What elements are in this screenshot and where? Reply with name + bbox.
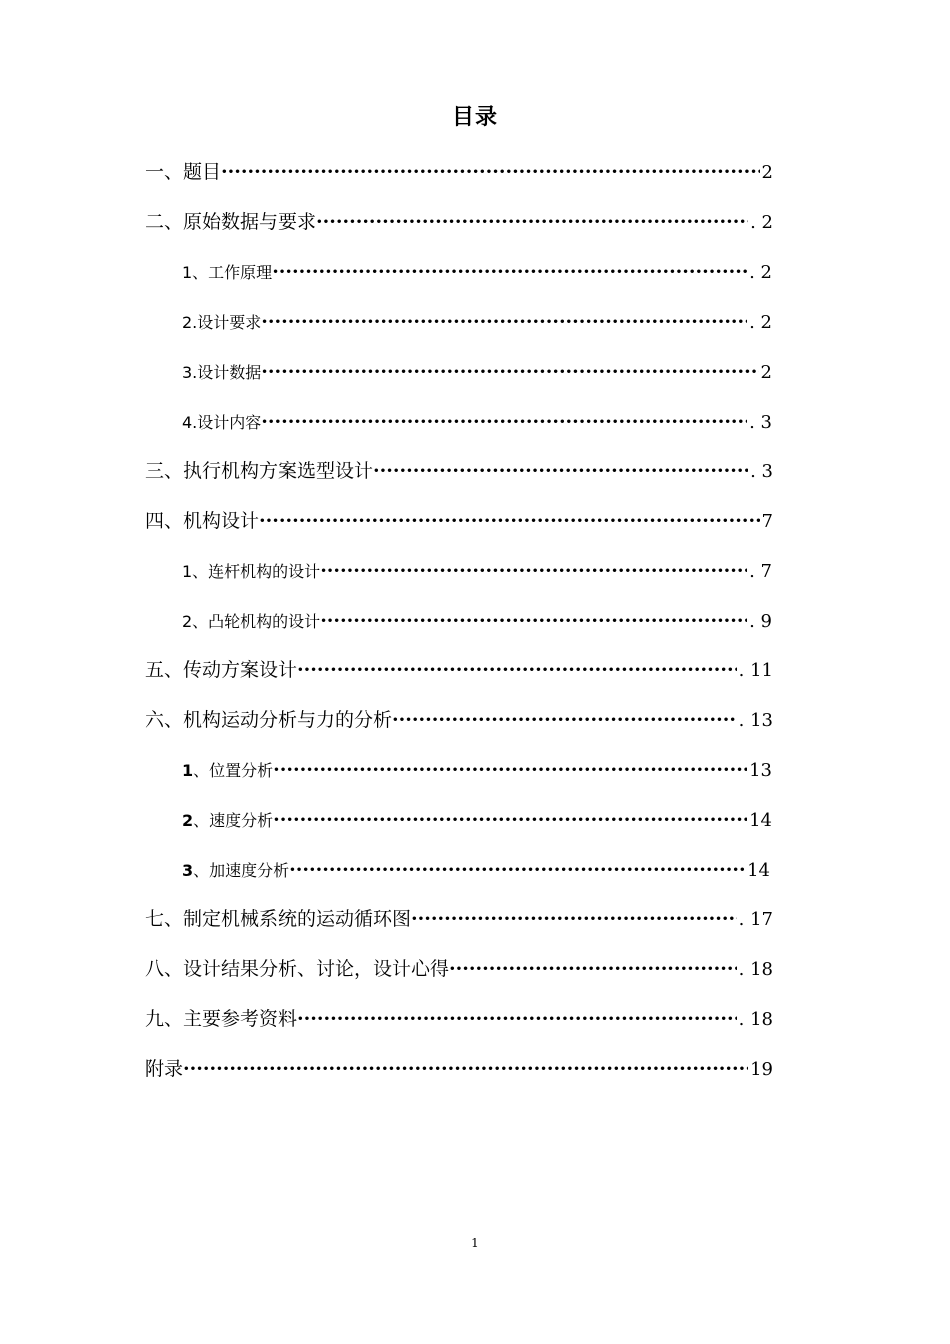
toc-entry-label: 二、原始数据与要求 xyxy=(145,211,317,233)
dot-leader xyxy=(259,510,760,532)
dot-leader xyxy=(261,411,747,433)
dot-leader xyxy=(411,908,737,930)
toc-entry-number: 2 xyxy=(182,811,194,830)
dot-leader xyxy=(449,958,737,980)
toc-entry[interactable] xyxy=(145,157,773,184)
toc-entry-page: . 2 xyxy=(749,312,772,333)
toc-entry[interactable] xyxy=(145,954,773,981)
toc-entry[interactable] xyxy=(145,705,773,732)
footer-page-number: 1 xyxy=(471,1236,479,1250)
dot-leader xyxy=(289,859,745,881)
toc-entry-text: 、位置分析 xyxy=(193,761,274,780)
toc-title: 目录 xyxy=(451,105,498,130)
dot-leader xyxy=(320,610,747,632)
toc-entry[interactable] xyxy=(145,904,773,931)
dot-leader xyxy=(183,1058,748,1080)
toc-entry-text: 、速度分析 xyxy=(193,811,274,830)
toc-entry-page: . 13 xyxy=(738,710,773,731)
toc-entry-label xyxy=(182,808,273,831)
toc-entry[interactable] xyxy=(182,609,772,632)
toc-entry-page: . 2 xyxy=(749,262,772,283)
toc-entry[interactable] xyxy=(182,410,772,433)
dot-leader xyxy=(297,1008,737,1030)
dot-leader xyxy=(221,161,760,183)
toc-entry-page: 7 xyxy=(761,511,773,532)
dot-leader xyxy=(373,460,748,482)
dot-leader xyxy=(261,361,758,383)
toc-entry-label: 五、传动方案设计 xyxy=(145,659,298,681)
toc-entry[interactable] xyxy=(145,207,773,234)
toc-entry[interactable] xyxy=(145,1054,773,1081)
toc-entry-label: 2.设计要求 xyxy=(182,313,262,332)
toc-entry[interactable] xyxy=(145,655,773,682)
toc-entry[interactable] xyxy=(182,858,770,881)
toc-entry-text: 、加速度分析 xyxy=(193,861,290,880)
toc-entry-page: . 11 xyxy=(738,660,773,681)
dot-leader xyxy=(273,809,747,831)
toc-entry[interactable] xyxy=(145,1004,773,1031)
toc-entry-label: 六、机构运动分析与力的分析 xyxy=(145,709,393,731)
toc-entry[interactable] xyxy=(182,260,772,283)
toc-entry[interactable] xyxy=(145,506,773,533)
dot-leader xyxy=(316,211,748,233)
toc-entry-label: 七、制定机械系统的运动循环图 xyxy=(145,908,412,930)
toc-entry-label: 一、题目 xyxy=(145,161,222,183)
toc-entry-label xyxy=(182,858,289,881)
toc-entry-label: 附录 xyxy=(145,1058,184,1080)
toc-entry-page: . 3 xyxy=(750,461,773,482)
toc-entry-page: 14 xyxy=(749,810,772,831)
toc-entry-label: 九、主要参考资料 xyxy=(145,1008,298,1030)
toc-entry[interactable] xyxy=(182,559,772,582)
toc-entry[interactable] xyxy=(182,758,772,781)
toc-entry-label: 1、连杆机构的设计 xyxy=(182,562,321,581)
toc-entry-page: . 9 xyxy=(749,611,772,632)
toc-entry[interactable] xyxy=(182,808,772,831)
toc-entry-page: 2 xyxy=(761,162,773,183)
dot-leader xyxy=(297,659,737,681)
toc-entry[interactable] xyxy=(182,310,772,333)
toc-entry-label: 三、执行机构方案选型设计 xyxy=(145,460,374,482)
toc-entry-label: 1、工作原理 xyxy=(182,263,273,282)
toc-entry-page: 2 xyxy=(760,362,772,383)
dot-leader xyxy=(320,560,747,582)
toc-entry-page: . 7 xyxy=(749,561,772,582)
dot-leader xyxy=(392,709,737,731)
toc-entry-number: 3 xyxy=(182,861,194,880)
toc-entry-label: 3.设计数据 xyxy=(182,363,262,382)
toc-entry-page: . 17 xyxy=(738,909,773,930)
dot-leader xyxy=(261,311,747,333)
toc-entry-page: . 3 xyxy=(749,412,772,433)
toc-entry-page: 13 xyxy=(749,760,772,781)
toc-entry-page: . 18 xyxy=(738,959,773,980)
toc-entry-label: 2、凸轮机构的设计 xyxy=(182,612,321,631)
toc-entry-page: 19 xyxy=(750,1059,773,1080)
toc-entry-page: . 2 xyxy=(750,212,773,233)
dot-leader xyxy=(272,261,747,283)
toc-entry-page: . 18 xyxy=(738,1009,773,1030)
toc-entry-label xyxy=(182,758,273,781)
dot-leader xyxy=(273,759,747,781)
toc-entry-label: 八、设计结果分析、讨论，设计心得 xyxy=(145,958,450,980)
toc-entry[interactable] xyxy=(182,360,772,383)
toc-entry[interactable] xyxy=(145,456,773,483)
toc-entry-number: 1 xyxy=(182,761,194,780)
toc-entry-label: 4.设计内容 xyxy=(182,413,262,432)
toc-entry-label: 四、机构设计 xyxy=(145,510,260,532)
toc-entry-page: 14 xyxy=(747,860,770,881)
